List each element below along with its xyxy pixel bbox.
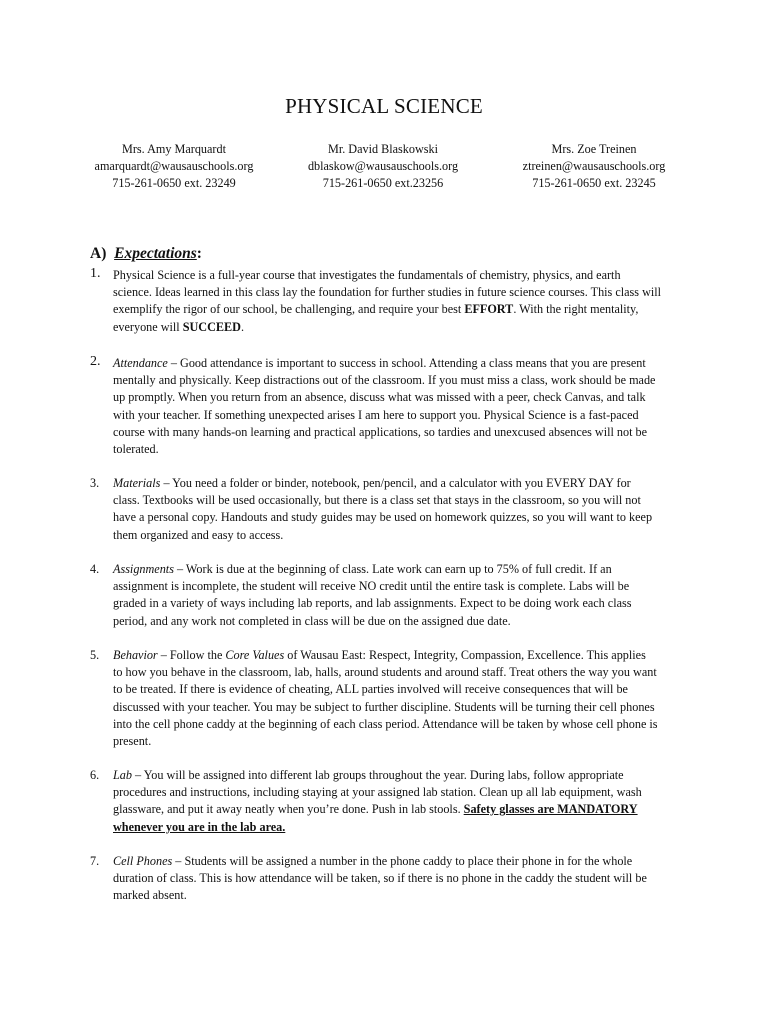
item-number: 1. [90, 266, 101, 281]
text-line [113, 801, 690, 818]
teacher-phone: 715-261-0650 ext. 23245 [532, 176, 656, 190]
item-number: 4. [90, 562, 100, 576]
item-text [113, 355, 690, 458]
teacher-contact [88, 141, 260, 192]
text-line: graded in a variety of ways including lab reports, and lab assignments. Expect to be doing work each class [113, 596, 632, 611]
teacher-contact [514, 141, 674, 192]
text-run: of Wausau East: Respect, Integrity, Compassion, Excellence. This applies [284, 648, 646, 662]
text-line: assignment is incomplete, the student will receive NO credit until the entire task is complete. Labs will be [113, 579, 630, 594]
item-text [113, 853, 690, 905]
text-run: – Work is due at the beginning of class. Late work can earn up to 75% of full credit. If an [173, 562, 612, 576]
section-label: Expectations [114, 245, 197, 262]
text-line [113, 355, 690, 372]
italic-text: Core Values [225, 648, 285, 662]
safety-warning: Safety glasses are MANDATORY [463, 802, 638, 817]
teacher-contact [302, 141, 464, 192]
item-number: 3. [90, 476, 100, 490]
text-line: to be treated. If there is evidence of cheating, ALL parties involved will receive consequences that will be [113, 682, 628, 697]
item-term: Materials [113, 476, 161, 490]
item-number: 5. [90, 648, 100, 662]
text-line: duration of class. This is how attendance will be taken, so if there is no phone in the caddy the student will be [113, 871, 647, 886]
item-term: Cell Phones [113, 854, 173, 868]
text-line: discussed with your teacher. You may be subject to further discipline. Students will be turning their cell phones [113, 699, 655, 714]
item-term: Assignments [113, 562, 174, 576]
item-text [113, 475, 690, 544]
text-line: mentally and physically. Keep distractions out of the classroom. If you must miss a class, work should be made [113, 373, 656, 388]
bold-text: SUCCEED [182, 319, 241, 334]
text-line: to how you behave in the classroom, lab, halls, around students and around staff. Treat others the way you want [113, 665, 657, 680]
text-run: glassware, and put it away neatly when you’re done. Push in lab stools. [113, 802, 464, 817]
text-line: class. Textbooks will be used occasionally, but there is a class set that stays in the classroom, so you will not [113, 493, 641, 508]
text-run: – You need a folder or binder, notebook, pen/pencil, and a calculator with you EVERY DAY for [160, 476, 631, 490]
text-line [113, 647, 690, 664]
text-line: marked absent. [113, 888, 187, 903]
teacher-name: Mrs. Zoe Treinen [551, 142, 637, 156]
bold-text: EFFORT [464, 302, 514, 317]
text-line: into the cell phone caddy at the beginning of each class period. Attendance will be taken by whose cell phone is [113, 716, 658, 731]
section-heading [90, 245, 202, 263]
teacher-email: ztreinen@wausauschools.org [522, 159, 666, 173]
item-term: Lab [113, 768, 132, 782]
teacher-phone: 715-261-0650 ext.23256 [322, 176, 444, 190]
text-line: period, and any work not completed in class will be due on the assigned due date. [113, 613, 511, 628]
text-line: Physical Science is a full-year course that investigates the fundamentals of chemistry, physics, and earth [113, 268, 621, 282]
item-text [113, 767, 690, 836]
page-title: PHYSICAL SCIENCE [285, 94, 483, 118]
teacher-contacts [0, 141, 768, 195]
text-run: – Follow the [157, 648, 226, 662]
text-run: everyone will [113, 319, 183, 334]
item-term: Behavior [113, 648, 158, 662]
text-line: with your teacher. If something unexpected arises I am here to support you. Physical Science is a fast-paced [113, 407, 639, 422]
text-line: tolerated. [113, 442, 159, 457]
text-run: . [240, 319, 245, 334]
text-line [113, 475, 690, 492]
text-run: – You will be assigned into different lab groups throughout the year. During labs, follow appropriate [131, 768, 624, 782]
text-run: – Students will be assigned a number in the phone caddy to place their phone in for the whole [172, 854, 633, 868]
item-number: 7. [90, 854, 100, 868]
teacher-email: dblaskow@wausauschools.org [307, 159, 459, 173]
section-colon: : [196, 245, 202, 262]
text-line: present. [113, 734, 152, 749]
text-line: procedures and instructions, including staying at your assigned lab station. Clean up all lab equipment, wash [113, 785, 642, 800]
text-line: have a personal copy. Handouts and study guides may be used on homework quizzes, so you will want to keep [113, 510, 653, 525]
text-line [113, 301, 690, 318]
item-number: 2. [90, 354, 101, 369]
text-run: . With the right mentality, [513, 302, 639, 317]
item-text [113, 267, 690, 336]
text-line: them organized and easy to access. [113, 527, 284, 542]
section-letter: A) [90, 245, 107, 262]
text-line [113, 319, 690, 336]
text-line: course with many hands-on learning and practical applications, so tardies and unexcused absences will not be [113, 424, 648, 439]
safety-warning: whenever you are in the lab area. [113, 819, 286, 834]
item-text [113, 561, 690, 630]
item-number: 6. [90, 768, 100, 782]
text-line [113, 561, 690, 578]
text-run: – Good attendance is important to success in school. Attending a class means that you are present [167, 356, 646, 370]
teacher-email: amarquardt@wausauschools.org [94, 159, 254, 173]
teacher-name: Mrs. Amy Marquardt [122, 142, 226, 156]
teacher-phone: 715-261-0650 ext. 23249 [112, 176, 236, 190]
text-line [113, 853, 690, 870]
item-text [113, 647, 690, 750]
text-run: exemplify the rigor of our school, be challenging, and require your best [113, 302, 465, 317]
text-line: science. Ideas learned in this class lay the foundation for further studies in future science courses. This class will [113, 285, 662, 300]
text-line: up promptly. When you return from an absence, discuss what was missed with a peer, check Canvas, and talk [113, 390, 646, 405]
teacher-name: Mr. David Blaskowski [327, 142, 439, 156]
item-term: Attendance [113, 356, 168, 370]
text-line [113, 767, 690, 784]
